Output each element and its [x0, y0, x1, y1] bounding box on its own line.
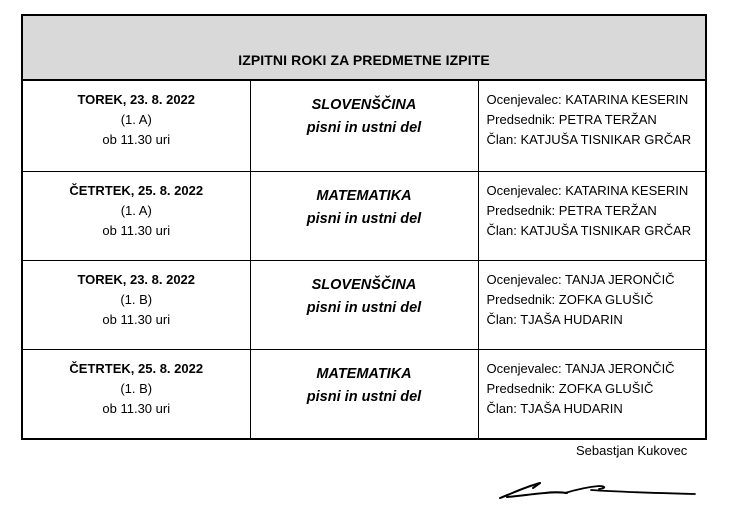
table-title: IZPITNI ROKI ZA PREDMETNE IZPITE [22, 15, 706, 80]
exam-date: ČETRTEK, 25. 8. 2022 [69, 361, 204, 376]
table-header-row [22, 15, 706, 80]
date-cell [22, 261, 250, 350]
table-row [22, 80, 706, 172]
exam-class: (1. A) [120, 203, 152, 218]
exam-subject: SLOVENŠČINA [311, 97, 417, 113]
committee-cell [478, 261, 706, 350]
date-cell [22, 350, 250, 440]
exam-time: ob 11.30 uri [102, 401, 171, 416]
date-cell [22, 80, 250, 172]
table-row [22, 172, 706, 261]
exam-date: ČETRTEK, 25. 8. 2022 [69, 183, 204, 198]
exam-schedule-table [21, 14, 707, 440]
exam-class: (1. B) [120, 292, 153, 307]
committee-assessor: Ocenjevalec: TANJA JERONČIČ [486, 361, 675, 376]
exam-part: pisni in ustni del [306, 211, 422, 227]
exam-part: pisni in ustni del [306, 300, 422, 316]
date-cell [22, 172, 250, 261]
exam-class: (1. B) [120, 381, 153, 396]
committee-chair: Predsednik: PETRA TERŽAN [486, 112, 657, 127]
exam-time: ob 11.30 uri [102, 132, 171, 147]
committee-member: Član: KATJUŠA TISNIKAR GRČAR [486, 223, 692, 238]
exam-date: TOREK, 23. 8. 2022 [77, 272, 196, 287]
table-row [22, 350, 706, 440]
table-row [22, 261, 706, 350]
committee-member: Član: TJAŠA HUDARIN [486, 312, 623, 327]
exam-part: pisni in ustni del [306, 120, 422, 136]
exam-part: pisni in ustni del [306, 389, 422, 405]
committee-assessor: Ocenjevalec: KATARINA KESERIN [486, 92, 689, 107]
committee-chair: Predsednik: PETRA TERŽAN [486, 203, 657, 218]
exam-class: (1. A) [120, 112, 152, 127]
committee-assessor: Ocenjevalec: KATARINA KESERIN [486, 183, 689, 198]
committee-cell [478, 350, 706, 440]
exam-date: TOREK, 23. 8. 2022 [77, 92, 196, 107]
committee-member: Član: TJAŠA HUDARIN [486, 401, 623, 416]
exam-time: ob 11.30 uri [102, 312, 171, 327]
subject-cell [250, 80, 478, 172]
exam-time: ob 11.30 uri [102, 223, 171, 238]
subject-cell [250, 172, 478, 261]
exam-subject: MATEMATIKA [316, 366, 412, 382]
committee-cell [478, 80, 706, 172]
committee-assessor: Ocenjevalec: TANJA JERONČIČ [486, 272, 675, 287]
committee-chair: Predsednik: ZOFKA GLUŠIČ [486, 292, 654, 307]
signatory-name: Sebastjan Kukovec [576, 443, 688, 458]
committee-member: Član: KATJUŠA TISNIKAR GRČAR [486, 132, 692, 147]
committee-chair: Predsednik: ZOFKA GLUŠIČ [486, 381, 654, 396]
handwritten-signature [495, 476, 700, 502]
exam-subject: MATEMATIKA [316, 188, 412, 204]
committee-cell [478, 172, 706, 261]
exam-subject: SLOVENŠČINA [311, 277, 417, 293]
subject-cell [250, 350, 478, 440]
subject-cell [250, 261, 478, 350]
